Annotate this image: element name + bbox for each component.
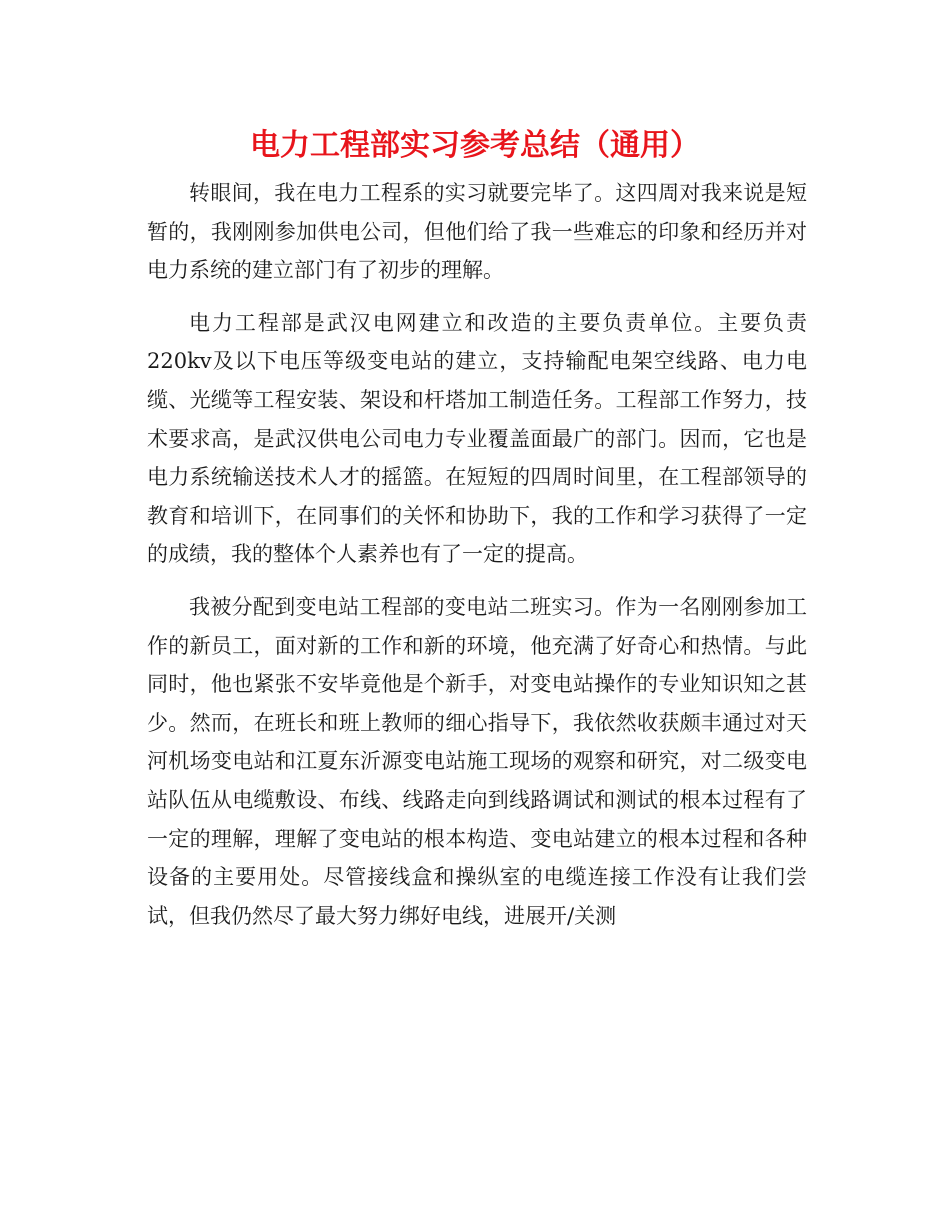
paragraph-3: 我被分配到变电站工程部的变电站二班实习。作为一名刚刚参加工作的新员工，面对新的工作和新的环境，他充满了好奇心和热情。与此同时，他也紧张不安毕竟他是个新手，对变电站操作的专业知识知之甚少。然而，在班长和班上教师的细心指导下，我依然收获颇丰通过对天河机场变电站和江夏东沂源变电站施工现场的观察和研究，对二级变电站队伍从电缆敷设、布线、线路走向到线路调试和测试的根本过程有了一定的理解，理解了变电站的根本构造、变电站建立的根本过程和各种设备的主要用处。尽管接线盒和操纵室的电缆连接工作没有让我们尝试，但我仍然尽了最大努力绑好电线，进展开/关测 — [147, 594, 807, 928]
paragraph-1: 转眼间，我在电力工程系的实习就要完毕了。这四周对我来说是短暂的，我刚刚参加供电公司，但他们给了我一些难忘的印象和经历并对电力系统的建立部门有了初步的理解。 — [147, 181, 807, 283]
document-title: 电力工程部实习参考总结（通用） — [250, 128, 700, 163]
document-body — [147, 174, 807, 949]
paragraph-2: 电力工程部是武汉电网建立和改造的主要负责单位。主要负责220kv及以下电压等级变电站的建立，支持输配电架空线路、电力电缆、光缆等工程安装、架设和杆塔加工制造任务。工程部工作努力，技术要求高，是武汉供电公司电力专业覆盖面最广的部门。因而，它也是电力系统输送技术人才的摇篮。在短短的四周时间里，在工程部领导的教育和培训下，在同事们的关怀和协助下，我的工作和学习获得了一定的成绩，我的整体个人素养也有了一定的提高。 — [147, 310, 807, 567]
